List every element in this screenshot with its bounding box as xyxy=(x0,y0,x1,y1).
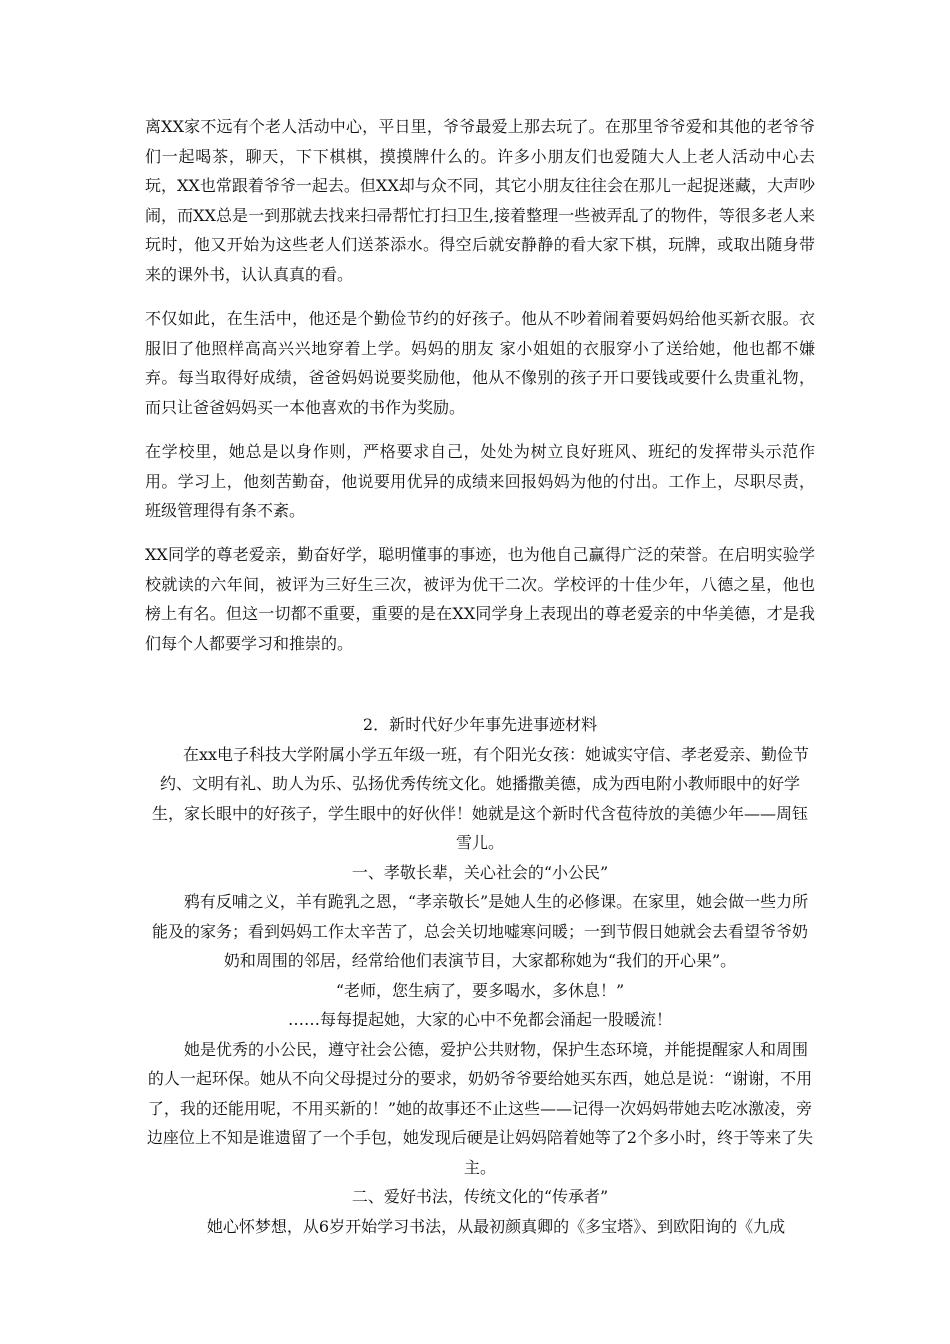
heading-filial-piety: 一、孝敬长辈，关心社会的“小公民” xyxy=(351,862,609,882)
paragraph-school: 在学校里，她总是以身作则，严格要求自己，处处为树立良好班风、班纪的发挥带头示范作用。学习上，他刻苦勤奋，他说要用优异的成绩来回报妈妈为他的付出。工作上，尽职尽责，班级管理得有条不紊。 xyxy=(145,442,815,520)
paragraph-activity-center: 离XX家不远有个老人活动中心，平日里，爷爷最爱上那去玩了。在那里爷爷爱和其他的老爷爷们一起喝茶，聊天，下下棋棋，摸摸牌什么的。许多小朋友们也爱随大人上老人活动中心去玩，XX也常跟着爷爷一起去。但XX却与众不同，其它小朋友往往会在那儿一起捉迷藏，大声吵闹，而XX总是一到那就去找来扫帚帮忙打扫卫生,接着整理一些被弄乱了的物件，等很多老人来玩时，他又开始为这些老人们送茶添水。得空后就安静静的看大家下棋，玩牌，或取出随身带来的课外书，认认真真的看。 xyxy=(145,117,815,284)
quote-follow-line: ……每每提起她，大家的心中不免都会涌起一股暖流！ xyxy=(287,1010,672,1029)
heading-calligraphy: 二、爱好书法，传统文化的“传承者” xyxy=(351,1187,609,1206)
section-title: 2．新时代好少年事先进事迹材料 xyxy=(362,715,598,734)
paragraph-good-citizen: 她是优秀的小公民，遵守社会公德，爱护公共财物，保护生态环境，并能提醒家人和周围的人一起环保。她从不向父母提过分的要求，奶奶爷爷要给她买东西，她总是说：“谢谢，不用了，我的还能用呢，不用买新的！”她的故事还不止这些——记得一次妈妈带她去吃冰激凌，旁边座位上不知是谁遗留了一个手包，她发现后硬是让妈妈陪着她等了2个多小时，终于等来了失主。 xyxy=(146,1039,814,1177)
paragraph-filial-piety: 鸦有反哺之义，羊有跪乳之恩，“孝亲敬长”是她人生的必修课。在家里，她会做一些力所能及的家务；看到妈妈工作太辛苦了，总会关切地嘘寒问暖；一到节假日她就会去看望爷爷奶奶和周围的邻居，经常给他们表演节目，大家都称她为“我们的开心果”。 xyxy=(151,892,809,970)
paragraph-frugal: 不仅如此，在生活中，他还是个勤俭节约的好孩子。他从不吵着闹着要妈妈给他买新衣服。衣服旧了他照样高高兴兴地穿着上学。妈妈的朋友 家小姐姐的衣服穿小了送给她，他也都不嫌弃。每当取得好成绩，爸爸妈妈说要奖励他，他从不像别的孩子开口要钱或要什么贵重礼物，而只让爸爸妈妈买一本他喜欢的书作为奖励。 xyxy=(145,309,815,417)
section-2 xyxy=(145,710,815,1241)
quote-line: “老师，您生病了，要多喝水，多休息！” xyxy=(335,980,625,1000)
intro-paragraph: 在xx电子科技大学附属小学五年级一班，有个阳光女孩：她诚实守信、孝老爱亲、勤俭节约、文明有礼、助人为乐、弘扬优秀传统文化。她播撒美德，成为西电附小教师眼中的好学生，家长眼中的好孩子，学生眼中的好伙伴！她就是这个新时代含苞待放的美德少年——周钰雪儿。 xyxy=(151,744,810,852)
paragraph-honors: XX同学的尊老爱亲，勤奋好学，聪明懂事的事迹，也为他自己赢得广泛的荣誉。在启明实验学校就读的六年间，被评为三好生三次，被评为优干二次。学校评的十佳少年，八德之星，他也榜上有名。但这一切都不重要，重要的是在XX同学身上表现出的尊老爱亲的中华美德，才是我们每个人都要学习和推崇的。 xyxy=(145,545,815,653)
paragraph-calligraphy: 她心怀梦想，从6岁开始学习书法，从最初颜真卿的《多宝塔》、到欧阳询的《九成 xyxy=(206,1216,786,1236)
